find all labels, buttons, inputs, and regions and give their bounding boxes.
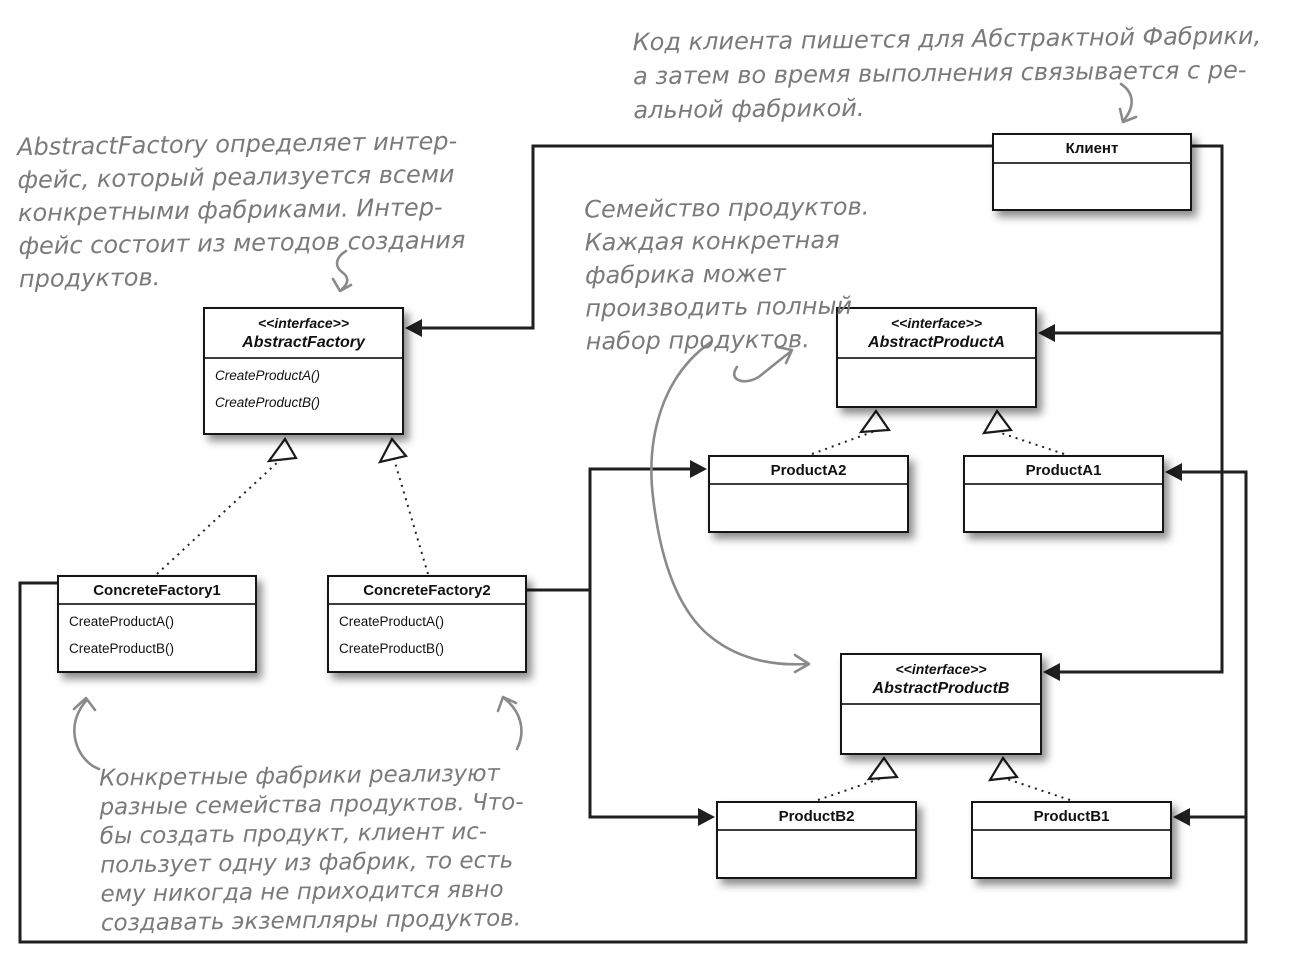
class-stereotype: <<interface>> [890,315,983,331]
class-box-client [992,133,1192,211]
triangle-abstractproducta-left [861,411,889,432]
class-title: ConcreteFactory1 [93,581,221,599]
class-stereotype: <<interface>> [257,315,350,331]
triangle-abstractproductb-left [869,758,897,779]
implements-concretefactory1-abstractfactory [157,460,280,574]
class-method: CreateProductA() [339,614,445,629]
class-title: ProductA1 [1025,461,1102,479]
arrowhead-into-abstractfactory [405,319,422,337]
class-title: ProductB1 [1033,807,1110,825]
association-client-to-abstractproducts [1051,146,1222,672]
implements-productb2-abstractproductb [818,778,882,800]
arrowhead-into-producta1 [1165,463,1182,481]
class-box-concretefactory2 [327,575,527,673]
class-box-productb2 [716,801,917,879]
class-title: AbstractFactory [242,334,365,351]
arrowhead-into-productb1 [1173,808,1190,826]
class-title: ConcreteFactory2 [363,581,491,599]
class-box-producta2 [708,455,909,533]
annotation-client-note: Код клиента пишется для Абстрактной Фабрики, а затем во время выполнения связывается с ре- альной фабрикой. [632,21,1262,125]
class-box-abstractproductb [840,653,1042,755]
class-title: ProductB2 [778,807,855,825]
class-method: CreateProductB() [215,395,321,410]
triangle-abstractfactory-left [269,439,296,461]
class-stereotype: <<interface>> [895,661,987,677]
implements-productb1-abstractproductb [1004,778,1070,800]
class-box-productb1 [971,801,1172,879]
annotation-abstractfactory-note: AbstractFactory определяет интер- фейс, который реализуется всеми конкретными фабриками. Интер- фейс состоит из методов создания продуктов. [16,126,466,294]
implements-concretefactory2-abstractfactory [394,459,428,574]
class-box-producta1 [963,455,1164,533]
annotation-product-family-note: Семейство продуктов. Каждая конкретная фабрика может производить полный набор продуктов. [584,192,870,356]
class-method: CreateProductB() [339,641,445,656]
triangle-abstractproducta-right [984,411,1011,433]
association-concretefactory2-to-products [527,469,707,817]
hand-arrow-to-concretefactory2-icon [498,697,521,749]
triangle-abstractfactory-right [380,439,406,462]
class-method: CreateProductB() [69,641,175,656]
class-box-concretefactory1 [57,575,257,673]
hand-arrow-to-concretefactory1-icon [74,698,99,769]
arrowhead-into-abstractproductb [1043,663,1060,681]
class-title: ProductA2 [770,461,847,479]
annotation-concrete-factories-note: Конкретные фабрики реализуют разные семейства продуктов. Что- бы создать продукт, клиент ис- пользует одну из фабрик, то есть ему никогда не приходится явно создавать экземпляры продуктов. [98,760,524,937]
arrowhead-into-productb2 [698,808,715,826]
class-title: AbstractProductB [872,680,1010,697]
arrowhead-into-abstractproducta [1038,324,1055,342]
implements-producta2-abstractproducta [812,431,875,454]
triangle-abstractproductb-right [990,758,1017,780]
class-title: Клиент [1065,140,1119,157]
class-method: CreateProductA() [69,614,175,629]
arrowhead-into-producta2 [690,460,707,478]
implements-producta1-abstractproducta [998,432,1064,454]
class-box-abstractfactory [203,307,404,435]
class-method: CreateProductA() [215,368,321,383]
class-title: AbstractProductA [868,334,1005,351]
